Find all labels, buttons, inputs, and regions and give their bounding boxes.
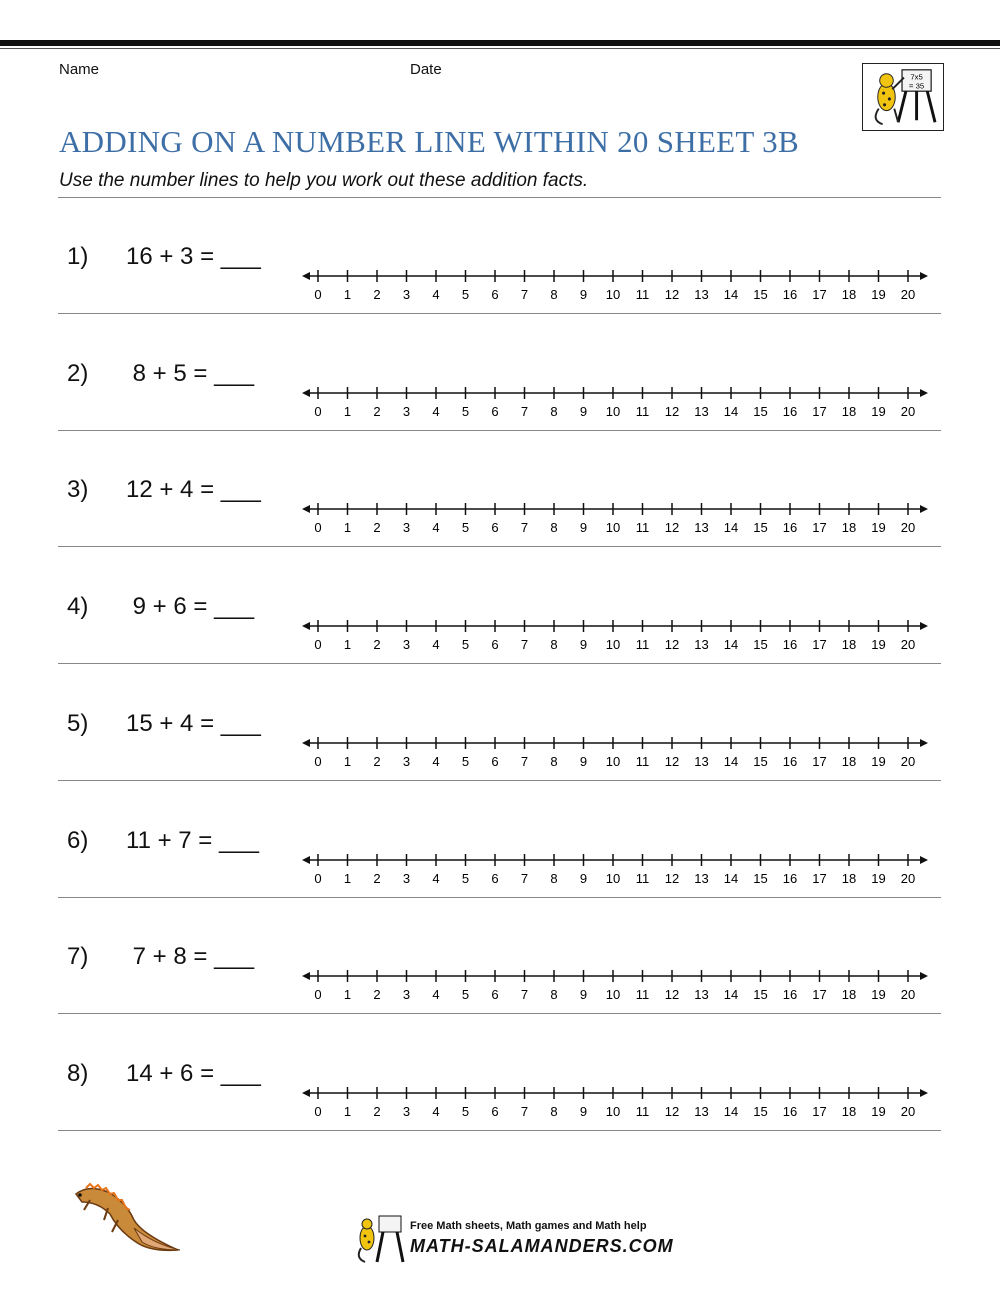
tick-label: 3 — [402, 871, 411, 886]
tick-label: 15 — [753, 404, 768, 419]
tick-label: 9 — [579, 754, 588, 769]
tick-label: 20 — [900, 404, 916, 419]
tick-label: 9 — [579, 637, 588, 652]
tick-label: 8 — [550, 754, 558, 769]
tick-label: 12 — [664, 404, 680, 419]
row-divider — [58, 1130, 941, 1131]
tick-label: 15 — [753, 287, 768, 302]
tick-label: 19 — [871, 754, 886, 769]
tick-label: 11 — [635, 287, 650, 302]
tick-label: 9 — [579, 987, 588, 1002]
question-number: 5) — [67, 710, 89, 737]
tick-label: 13 — [694, 754, 709, 769]
tick-label: 11 — [635, 1104, 650, 1119]
tick-label: 10 — [605, 754, 621, 769]
tick-label: 18 — [841, 520, 857, 535]
page-title: ADDING ON A NUMBER LINE WITHIN 20 SHEET 3B — [59, 124, 799, 159]
tick-label: 8 — [550, 637, 558, 652]
tick-label: 13 — [694, 520, 709, 535]
question-number: 2) — [67, 360, 89, 387]
tick-label: 11 — [635, 871, 650, 886]
tick-label: 3 — [402, 1104, 411, 1119]
tick-label: 3 — [402, 754, 411, 769]
tick-label: 20 — [900, 754, 916, 769]
question-number: 1) — [67, 243, 89, 270]
tick-label: 12 — [664, 754, 680, 769]
tick-label: 20 — [900, 520, 916, 535]
tick-label: 1 — [343, 404, 352, 419]
tick-label: 18 — [841, 1104, 857, 1119]
tick-label: 0 — [314, 754, 322, 769]
tick-label: 16 — [782, 287, 798, 302]
tick-label: 0 — [314, 520, 322, 535]
tick-label: 20 — [900, 987, 916, 1002]
tick-label: 8 — [550, 520, 558, 535]
tick-label: 19 — [871, 871, 886, 886]
tick-label: 9 — [579, 404, 588, 419]
tick-label: 7 — [520, 287, 529, 302]
tick-label: 4 — [432, 1104, 440, 1119]
tick-label: 19 — [871, 1104, 886, 1119]
instructions: Use the number lines to help you work out these addition facts. — [59, 170, 589, 191]
tick-label: 19 — [871, 987, 886, 1002]
number-line — [300, 385, 930, 419]
tick-label: 6 — [491, 520, 499, 535]
tick-label: 13 — [694, 404, 709, 419]
tick-label: 16 — [782, 1104, 798, 1119]
top-rule — [0, 40, 1000, 46]
number-line — [300, 968, 930, 1002]
tick-label: 7 — [520, 520, 529, 535]
footer-tagline: Free Math sheets, Math games and Math help — [410, 1220, 647, 1232]
tick-label: 5 — [461, 871, 470, 886]
tick-label: 18 — [841, 287, 857, 302]
tick-label: 6 — [491, 871, 499, 886]
tick-label: 4 — [432, 637, 440, 652]
tick-label: 5 — [461, 637, 470, 652]
tick-label: 2 — [373, 871, 381, 886]
tick-label: 16 — [782, 637, 798, 652]
tick-label: 2 — [373, 754, 381, 769]
tick-label: 1 — [343, 987, 352, 1002]
left-arrow-icon — [302, 1089, 310, 1097]
tick-label: 18 — [841, 404, 857, 419]
question-number: 3) — [67, 476, 89, 503]
tick-label: 5 — [461, 404, 470, 419]
addition-equation[interactable]: 12 + 4 = ___ — [126, 476, 261, 503]
tick-label: 13 — [694, 1104, 709, 1119]
tick-label: 2 — [373, 1104, 381, 1119]
tick-label: 14 — [723, 1104, 739, 1119]
tick-label: 12 — [664, 520, 680, 535]
tick-label: 11 — [635, 987, 650, 1002]
tick-label: 7 — [520, 404, 529, 419]
left-arrow-icon — [302, 622, 310, 630]
tick-label: 4 — [432, 871, 440, 886]
tick-label: 4 — [432, 520, 440, 535]
tick-label: 16 — [782, 404, 798, 419]
tick-label: 4 — [432, 754, 440, 769]
tick-label: 6 — [491, 637, 499, 652]
tick-label: 11 — [635, 520, 650, 535]
tick-label: 10 — [605, 287, 621, 302]
tick-label: 3 — [402, 637, 411, 652]
tick-label: 11 — [635, 754, 650, 769]
number-line — [300, 501, 930, 535]
tick-label: 20 — [900, 287, 916, 302]
tick-label: 14 — [723, 754, 739, 769]
tick-label: 2 — [373, 287, 381, 302]
tick-label: 1 — [343, 287, 352, 302]
tick-label: 16 — [782, 987, 798, 1002]
tick-label: 12 — [664, 871, 680, 886]
svg-text:7x5: 7x5 — [910, 72, 923, 82]
question-number: 8) — [67, 1060, 89, 1087]
tick-label: 17 — [812, 287, 827, 302]
tick-label: 6 — [491, 1104, 499, 1119]
addition-equation[interactable]: 11 + 7 = ___ — [126, 827, 260, 854]
tick-label: 5 — [461, 1104, 470, 1119]
tick-label: 19 — [871, 520, 886, 535]
tick-label: 6 — [491, 287, 499, 302]
addition-equation[interactable]: 7 + 8 = ___ — [126, 943, 255, 970]
salamander-teacher-logo — [862, 63, 944, 131]
addition-equation[interactable]: 15 + 4 = ___ — [126, 710, 261, 737]
tick-label: 7 — [520, 871, 529, 886]
tick-label: 20 — [900, 637, 916, 652]
tick-label: 14 — [723, 637, 739, 652]
tick-label: 1 — [343, 871, 352, 886]
tick-label: 20 — [900, 1104, 916, 1119]
tick-label: 14 — [723, 404, 739, 419]
tick-label: 18 — [841, 987, 857, 1002]
number-line — [300, 852, 930, 886]
right-arrow-icon — [920, 505, 928, 513]
tick-label: 14 — [723, 987, 739, 1002]
tick-label: 2 — [373, 520, 381, 535]
tick-label: 15 — [753, 754, 768, 769]
date-label: Date — [410, 61, 442, 78]
tick-label: 18 — [841, 754, 857, 769]
tick-label: 0 — [314, 1104, 322, 1119]
tick-label: 2 — [373, 987, 381, 1002]
tick-label: 3 — [402, 404, 411, 419]
tick-label: 8 — [550, 987, 558, 1002]
top-rule-thin — [0, 48, 1000, 49]
question-number: 7) — [67, 943, 89, 970]
tick-label: 8 — [550, 404, 558, 419]
right-arrow-icon — [920, 1089, 928, 1097]
tick-label: 10 — [605, 1104, 621, 1119]
tick-label: 19 — [871, 404, 886, 419]
right-arrow-icon — [920, 272, 928, 280]
tick-label: 13 — [694, 987, 709, 1002]
footer-site: MATH-SALAMANDERS.COM — [410, 1236, 674, 1256]
number-line — [300, 1085, 930, 1119]
tick-label: 13 — [694, 871, 709, 886]
number-line — [300, 268, 930, 302]
row-divider — [58, 780, 941, 781]
tick-label: 12 — [664, 987, 680, 1002]
left-arrow-icon — [302, 272, 310, 280]
tick-label: 7 — [520, 754, 529, 769]
tick-label: 15 — [753, 871, 768, 886]
tick-label: 18 — [841, 871, 857, 886]
row-divider — [58, 313, 941, 314]
row-divider — [58, 546, 941, 547]
tick-label: 9 — [579, 520, 588, 535]
question-number: 4) — [67, 593, 89, 620]
tick-label: 8 — [550, 1104, 558, 1119]
tick-label: 12 — [664, 287, 680, 302]
right-arrow-icon — [920, 972, 928, 980]
number-line — [300, 618, 930, 652]
left-arrow-icon — [302, 389, 310, 397]
tick-label: 17 — [812, 871, 827, 886]
tick-label: 12 — [664, 1104, 680, 1119]
tick-label: 17 — [812, 1104, 827, 1119]
tick-label: 12 — [664, 637, 680, 652]
tick-label: 14 — [723, 287, 739, 302]
tick-label: 13 — [694, 287, 709, 302]
tick-label: 5 — [461, 987, 470, 1002]
tick-label: 11 — [635, 637, 650, 652]
tick-label: 17 — [812, 754, 827, 769]
tick-label: 5 — [461, 754, 470, 769]
tick-label: 3 — [402, 987, 411, 1002]
tick-label: 16 — [782, 754, 798, 769]
tick-label: 1 — [343, 520, 352, 535]
tick-label: 11 — [635, 404, 650, 419]
tick-label: 10 — [605, 404, 621, 419]
tick-label: 8 — [550, 871, 558, 886]
number-line — [300, 735, 930, 769]
footer-logo-icon — [353, 1214, 413, 1264]
tick-label: 14 — [723, 871, 739, 886]
row-divider — [58, 1013, 941, 1014]
tick-label: 10 — [605, 637, 621, 652]
tick-label: 7 — [520, 1104, 529, 1119]
right-arrow-icon — [920, 389, 928, 397]
question-number: 6) — [67, 827, 89, 854]
tick-label: 17 — [812, 520, 827, 535]
tick-label: 6 — [491, 754, 499, 769]
tick-label: 9 — [579, 1104, 588, 1119]
tick-label: 0 — [314, 871, 322, 886]
tick-label: 1 — [343, 1104, 352, 1119]
tick-label: 0 — [314, 987, 322, 1002]
tick-label: 15 — [753, 637, 768, 652]
left-arrow-icon — [302, 739, 310, 747]
header-divider — [58, 197, 941, 198]
tick-label: 4 — [432, 287, 440, 302]
tick-label: 3 — [402, 520, 411, 535]
tick-label: 2 — [373, 637, 381, 652]
tick-label: 0 — [314, 404, 322, 419]
tick-label: 16 — [782, 871, 798, 886]
tick-label: 15 — [753, 1104, 768, 1119]
tick-label: 2 — [373, 404, 381, 419]
right-arrow-icon — [920, 856, 928, 864]
tick-label: 6 — [491, 404, 499, 419]
right-arrow-icon — [920, 739, 928, 747]
tick-label: 15 — [753, 987, 768, 1002]
tick-label: 14 — [723, 520, 739, 535]
tick-label: 16 — [782, 520, 798, 535]
addition-equation[interactable]: 9 + 6 = ___ — [126, 593, 255, 620]
tick-label: 10 — [605, 871, 621, 886]
tick-label: 4 — [432, 404, 440, 419]
tick-label: 0 — [314, 287, 322, 302]
tick-label: 20 — [900, 871, 916, 886]
left-arrow-icon — [302, 856, 310, 864]
addition-equation[interactable]: 8 + 5 = ___ — [126, 360, 255, 387]
tick-label: 15 — [753, 520, 768, 535]
salamander-illustration — [68, 1180, 182, 1256]
tick-label: 19 — [871, 287, 886, 302]
tick-label: 17 — [812, 987, 827, 1002]
tick-label: 9 — [579, 287, 588, 302]
tick-label: 0 — [314, 637, 322, 652]
tick-label: 17 — [812, 637, 827, 652]
tick-label: 8 — [550, 287, 558, 302]
tick-label: 5 — [461, 520, 470, 535]
tick-label: 3 — [402, 287, 411, 302]
name-label: Name — [59, 61, 100, 78]
svg-text:= 35: = 35 — [908, 81, 925, 91]
tick-label: 17 — [812, 404, 827, 419]
left-arrow-icon — [302, 505, 310, 513]
row-divider — [58, 430, 941, 431]
tick-label: 10 — [605, 987, 621, 1002]
row-divider — [58, 897, 941, 898]
row-divider — [58, 663, 941, 664]
tick-label: 5 — [461, 287, 470, 302]
tick-label: 9 — [579, 871, 588, 886]
tick-label: 1 — [343, 637, 352, 652]
tick-label: 13 — [694, 637, 709, 652]
addition-equation[interactable]: 16 + 3 = ___ — [126, 243, 261, 270]
tick-label: 19 — [871, 637, 886, 652]
addition-equation[interactable]: 14 + 6 = ___ — [126, 1060, 261, 1087]
tick-label: 10 — [605, 520, 621, 535]
tick-label: 4 — [432, 987, 440, 1002]
tick-label: 7 — [520, 987, 529, 1002]
tick-label: 6 — [491, 987, 499, 1002]
right-arrow-icon — [920, 622, 928, 630]
tick-label: 18 — [841, 637, 857, 652]
tick-label: 7 — [520, 637, 529, 652]
tick-label: 1 — [343, 754, 352, 769]
left-arrow-icon — [302, 972, 310, 980]
